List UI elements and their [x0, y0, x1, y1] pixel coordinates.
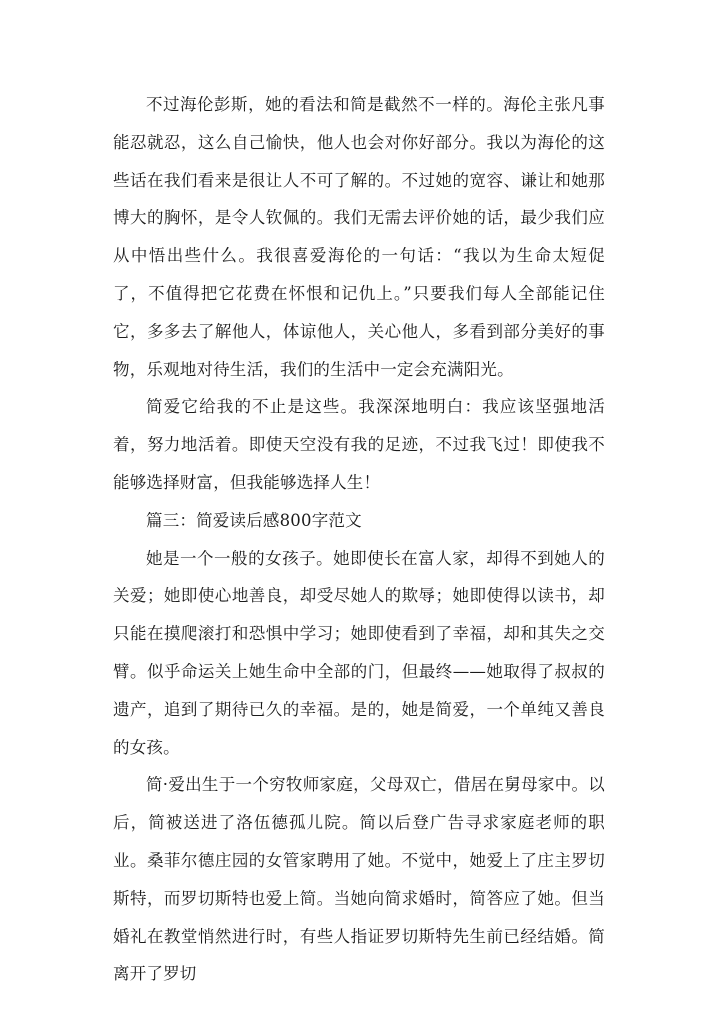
- paragraph-ordinary-girl: 她是一个一般的女孩子。她即使长在富人家，却得不到她人的关爱；她即使心地善良，却受尽她人的欺辱；她即使得以读书，却只能在摸爬滚打和恐惧中学习；她即使看到了幸福，却和其失之交臂。似乎命运关上她生命中全部的门，但最终——她取得了叔叔的遗产，追到了期待已久的幸福。是的，她是简爱，一个单纯又善良的女孩。: [113, 548, 605, 757]
- section-heading: 篇三：简爱读后感800字范文: [146, 510, 362, 530]
- paragraph-jane-gift: 简爱它给我的不止是这些。我深深地明白：我应该坚强地活着，努力地活着。即使天空没有我的足迹，不过我飞过！即使我不能够选择财富，但我能够选择人生！: [113, 397, 605, 492]
- paragraph-jane-story: 简·爱出生于一个穷牧师家庭，父母双亡，借居在舅母家中。以后，简被送进了洛伍德孤儿院。简以后登广告寻求家庭老师的职业。桑菲尔德庄园的女管家聘用了她。不觉中，她爱上了庄主罗切斯特，而罗切斯特也爱上简。当她向简求婚时，简答应了她。但当婚礼在教堂悄然进行时，有些人指证罗切斯特先生前已经结婚。简离开了罗切: [113, 775, 605, 984]
- paragraph-helen-view: 不过海伦彭斯，她的看法和简是截然不一样的。海伦主张凡事能忍就忍，这么自己愉快，他人也会对你好部分。我以为海伦的这些话在我们看来是很让人不可了解的。不过她的宽容、谦让和她那博大的胸怀，是令人钦佩的。我们无需去评价她的话，最少我们应从中悟出些什么。我很喜爱海伦的一句话：“我以为生命太短促了，不值得把它花费在怀恨和记仇上。”只要我们每人全部能记住它，多多去了解他人，体谅他人，关心他人，多看到部分美好的事物，乐观地对待生活，我们的生活中一定会充满阳光。: [113, 95, 605, 379]
- document-body: [113, 86, 605, 993]
